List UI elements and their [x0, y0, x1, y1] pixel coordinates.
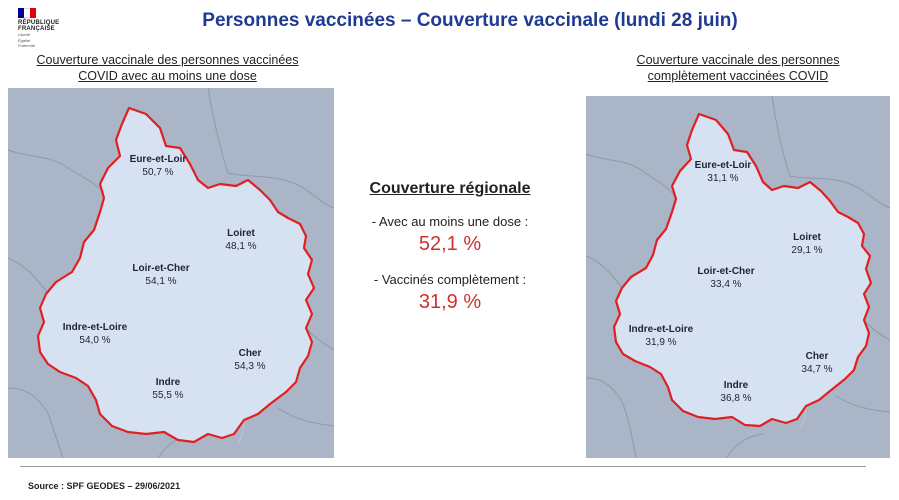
left-panel-title-line2: COVID avec au moins une dose — [78, 69, 257, 83]
french-flag-icon — [18, 8, 36, 18]
logo-line-1: RÉPUBLIQUE — [18, 20, 60, 26]
summary-complete-label: - Vaccinés complètement : — [373, 272, 527, 287]
right-value-loir-et-cher: 33,4 % — [710, 279, 742, 290]
right-label-indre-et-loire: Indre-et-Loire — [628, 324, 694, 335]
right-label-loir-et-cher: Loir-et-Cher — [697, 266, 755, 277]
left-value-cher: 54,3 % — [234, 361, 266, 372]
summary-dose1-label: - Avec au moins une dose : — [371, 214, 529, 229]
page-title: Personnes vaccinées – Couverture vaccinale (lundi 28 juin) — [202, 10, 738, 31]
right-value-indre-et-loire: 31,9 % — [645, 337, 677, 348]
right-map — [586, 96, 890, 458]
left-value-indre-et-loire: 54,0 % — [79, 335, 111, 346]
footer-divider — [20, 466, 866, 467]
regional-summary — [345, 180, 555, 314]
left-label-indre: Indre — [155, 377, 181, 388]
logo-motto-1: Liberté — [18, 32, 31, 37]
left-label-loir-et-cher: Loir-et-Cher — [132, 263, 190, 274]
source-note: Source : SPF GEODES – 29/06/2021 — [28, 481, 181, 491]
right-value-loiret: 29,1 % — [791, 245, 823, 256]
summary-dose1-value: 52,1 % — [418, 233, 482, 255]
left-map — [8, 88, 334, 458]
left-value-loir-et-cher: 54,1 % — [145, 276, 177, 287]
right-value-eure-et-loir: 31,1 % — [707, 173, 739, 184]
left-label-cher: Cher — [238, 348, 262, 359]
republique-francaise-logo — [18, 8, 78, 49]
logo-line-2: FRANÇAISE — [18, 26, 55, 32]
left-label-eure-et-loir: Eure-et-Loir — [129, 154, 187, 165]
left-value-eure-et-loir: 50,7 % — [142, 167, 174, 178]
summary-complete-value: 31,9 % — [418, 291, 482, 313]
right-panel-title-line1: Couverture vaccinale des personnes — [636, 53, 840, 67]
right-label-loiret: Loiret — [793, 232, 821, 243]
logo-motto-2: Égalité — [18, 37, 31, 43]
left-label-loiret: Loiret — [227, 228, 255, 239]
left-panel-title-line1: Couverture vaccinale des personnes vaccinées — [36, 53, 299, 67]
right-panel-title — [588, 52, 888, 84]
left-value-loiret: 48,1 % — [225, 241, 257, 252]
right-value-indre: 36,8 % — [720, 393, 752, 404]
right-map-svg — [586, 96, 890, 458]
left-value-indre: 55,5 % — [152, 390, 184, 401]
right-label-cher: Cher — [805, 351, 829, 362]
right-label-indre: Indre — [723, 380, 749, 391]
logo-motto-3: Fraternité — [18, 43, 36, 48]
summary-heading: Couverture régionale — [369, 180, 531, 197]
left-label-indre-et-loire: Indre-et-Loire — [62, 322, 128, 333]
right-value-cher: 34,7 % — [801, 364, 833, 375]
right-panel-title-line2: complètement vaccinées COVID — [647, 69, 829, 83]
left-panel-title — [10, 52, 325, 84]
left-map-svg — [8, 88, 334, 458]
right-label-eure-et-loir: Eure-et-Loir — [694, 160, 752, 171]
